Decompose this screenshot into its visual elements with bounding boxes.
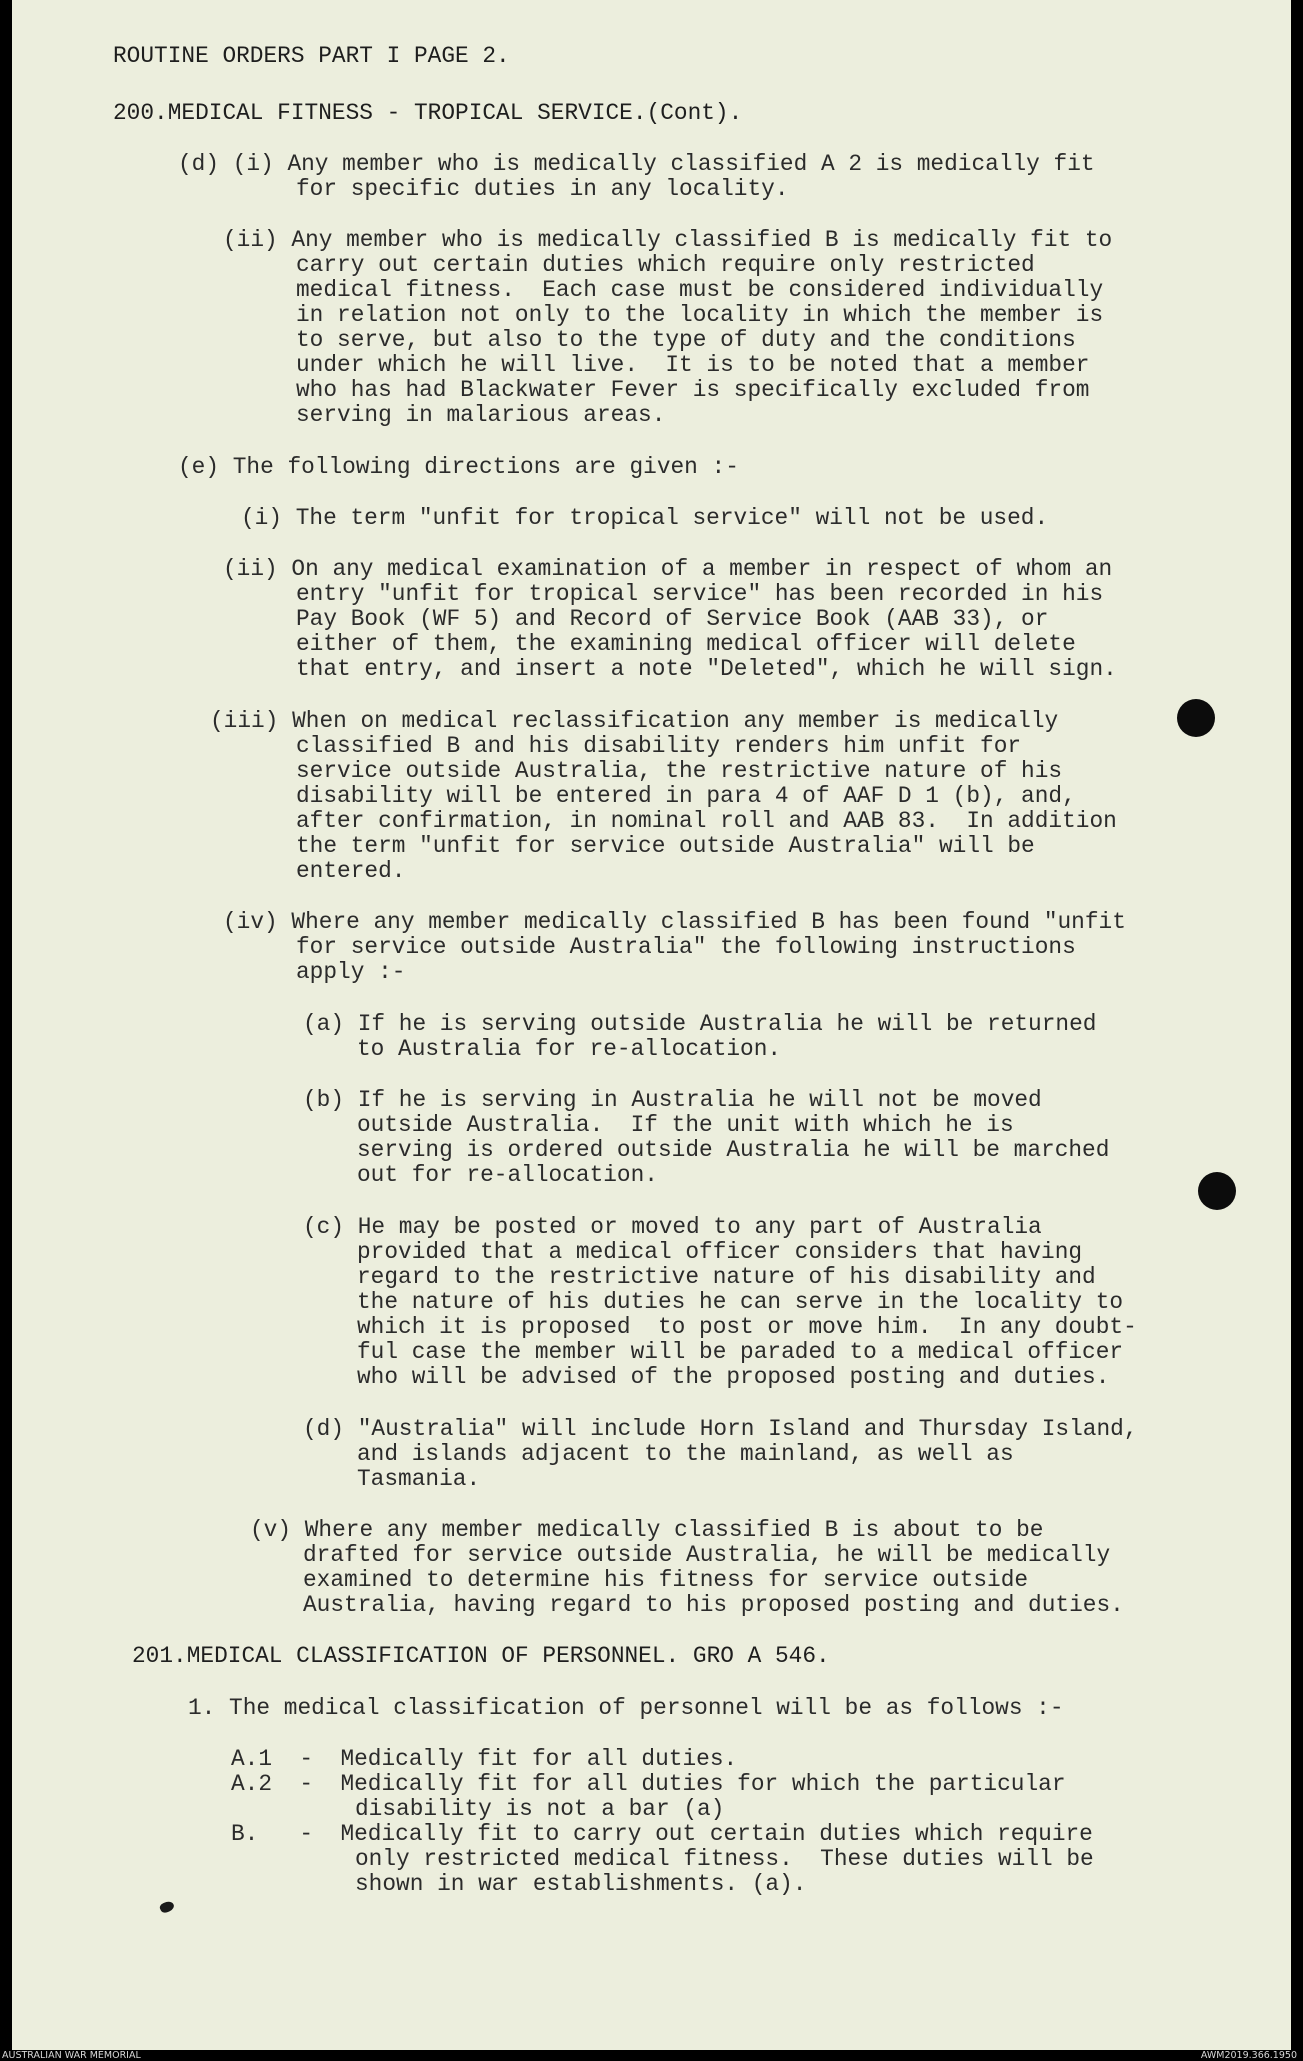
para-d-i-line: for specific duties in any locality. (296, 176, 789, 202)
ink-mark (159, 1900, 176, 1915)
para-e-ii-line: entry "unfit for tropical service" has been recorded in his (296, 581, 1104, 607)
document-page (12, 0, 1291, 2050)
para-e-iv-c-line: which it is proposed to post or move him. In any doubt- (357, 1314, 1137, 1340)
para-e-iii-line: (iii) When on medical reclassification any member is medically (210, 708, 1059, 734)
para-e-iv-b-line: (b) If he is serving in Australia he will not be moved (303, 1087, 1042, 1113)
section-200-heading: 200.MEDICAL FITNESS - TROPICAL SERVICE.(Cont). (113, 100, 743, 126)
footer-source: AUSTRALIAN WAR MEMORIAL (2, 2050, 141, 2061)
para-e-iii-line: disability will be entered in para 4 of AAF D 1 (b), and, (296, 783, 1076, 809)
para-e-iv-a-line: (a) If he is serving outside Australia he will be returned (303, 1011, 1097, 1037)
page-header: ROUTINE ORDERS PART I PAGE 2. (113, 43, 510, 69)
para-d-ii-line: (ii) Any member who is medically classified B is medically fit to (223, 227, 1113, 253)
para-e-ii-line: that entry, and insert a note "Deleted", which he will sign. (296, 656, 1117, 682)
para-e-iv-line: for service outside Australia" the following instructions (296, 934, 1076, 960)
archive-footer (0, 2050, 1303, 2061)
para-e-iv-c-line: provided that a medical officer considers that having (357, 1239, 1083, 1265)
para-d-ii-line: to serve, but also to the type of duty and the conditions (296, 327, 1076, 353)
para-e-iii-line: service outside Australia, the restrictive nature of his (296, 758, 1063, 784)
classification-a2-line: A.2 - Medically fit for all duties for which the particular (231, 1771, 1066, 1797)
classification-a2-line: disability is not a bar (a) (355, 1796, 725, 1822)
para-e-iv-d-line: (d) "Australia" will include Horn Island and Thursday Island, (303, 1416, 1138, 1442)
para-e-v-line: (v) Where any member medically classified B is about to be (250, 1517, 1044, 1543)
para-d-ii-line: medical fitness. Each case must be considered individually (296, 277, 1104, 303)
para-e-iv-c-line: who will be advised of the proposed posting and duties. (357, 1364, 1110, 1390)
para-e-iv-line: apply :- (296, 959, 406, 985)
para-e-iii-line: after confirmation, in nominal roll and AAB 83. In addition (296, 808, 1117, 834)
para-d-ii-line: who has had Blackwater Fever is specifically excluded from (296, 377, 1090, 403)
section-201-heading: 201.MEDICAL CLASSIFICATION OF PERSONNEL. GRO A 546. (132, 1643, 830, 1669)
para-e-v-line: drafted for service outside Australia, he will be medically (303, 1542, 1111, 1568)
punch-hole (1198, 1172, 1236, 1210)
punch-hole (1177, 699, 1215, 737)
para-d-ii-line: serving in malarious areas. (296, 402, 666, 428)
para-e-ii-line: Pay Book (WF 5) and Record of Service Book (AAB 33), or (296, 606, 1049, 632)
para-e-iv-line: (iv) Where any member medically classified B has been found "unfit (223, 909, 1126, 935)
para-e-iv-d-line: Tasmania. (357, 1466, 481, 1492)
para-e-v-line: examined to determine his fitness for service outside (303, 1567, 1029, 1593)
para-e-iv-d-line: and islands adjacent to the mainland, as well as (357, 1441, 1014, 1467)
para-e-iv-c-line: regard to the restrictive nature of his disability and (357, 1264, 1096, 1290)
para-e-iii-line: the term "unfit for service outside Australia" will be (296, 833, 1035, 859)
para-e-ii-line: either of them, the examining medical officer will delete (296, 631, 1076, 657)
para-e-iv-c-line: ful case the member will be paraded to a medical officer (357, 1339, 1124, 1365)
classification-b-line: only restricted medical fitness. These duties will be (355, 1846, 1094, 1872)
para-e-i-line: (i) The term "unfit for tropical service" will not be used. (241, 505, 1049, 531)
para-e-iv-b-line: out for re-allocation. (357, 1162, 658, 1188)
para-e-iv-c-line: (c) He may be posted or moved to any part of Australia (303, 1214, 1042, 1240)
para-d-ii-line: in relation not only to the locality in which the member is (296, 302, 1104, 328)
para-e-v-line: Australia, having regard to his proposed posting and duties. (303, 1592, 1124, 1618)
classification-b-line: shown in war establishments. (a). (355, 1871, 807, 1897)
para-e-line: (e) The following directions are given :- (178, 454, 739, 480)
para-d-i-line: (d) (i) Any member who is medically classified A 2 is medically fit (178, 151, 1095, 177)
classification-a1: A.1 - Medically fit for all duties. (231, 1746, 738, 1772)
para-e-iii-line: entered. (296, 858, 406, 884)
para-e-iv-b-line: outside Australia. If the unit with which he is (357, 1112, 1014, 1138)
para-e-iii-line: classified B and his disability renders him unfit for (296, 733, 1022, 759)
section-201-intro: 1. The medical classification of personnel will be as follows :- (188, 1695, 1064, 1721)
footer-reference: AWM2019.366.1950 (1200, 2050, 1297, 2061)
para-d-ii-line: carry out certain duties which require only restricted (296, 252, 1035, 278)
para-d-ii-line: under which he will live. It is to be noted that a member (296, 352, 1090, 378)
para-e-ii-line: (ii) On any medical examination of a member in respect of whom an (223, 556, 1113, 582)
para-e-iv-c-line: the nature of his duties he can serve in the locality to (357, 1289, 1124, 1315)
para-e-iv-a-line: to Australia for re-allocation. (357, 1036, 782, 1062)
classification-b-line: B. - Medically fit to carry out certain duties which require (231, 1821, 1093, 1847)
para-e-iv-b-line: serving is ordered outside Australia he will be marched (357, 1137, 1110, 1163)
